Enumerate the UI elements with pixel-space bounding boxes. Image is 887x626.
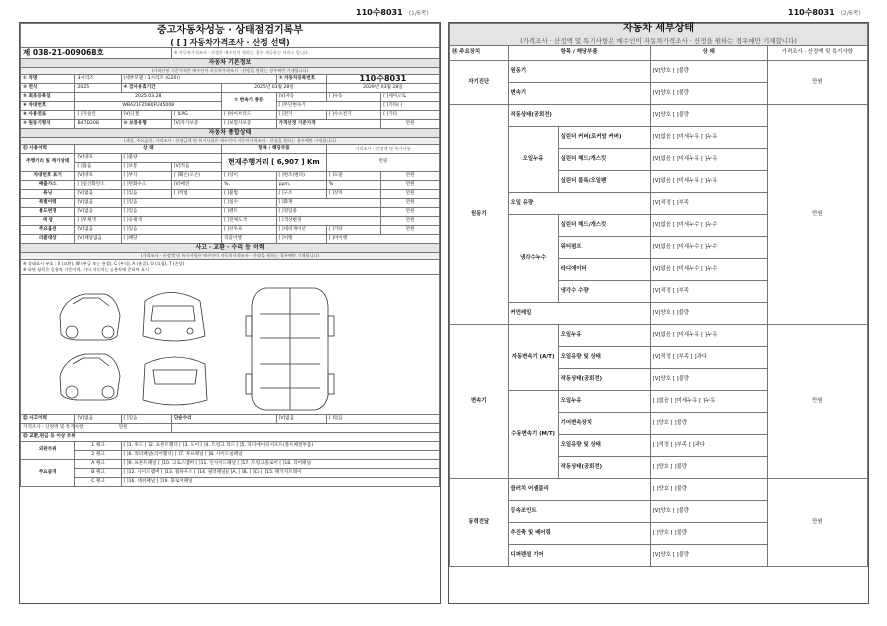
table-row [21,208,440,217]
table-cell: 외판부위 [21,442,75,460]
table-row [21,226,440,235]
table-cell: 2029년 03월 28일 [326,84,439,93]
table-cell: [ ]미이행 [326,235,439,244]
table-cell: [V]없음 [ ]미세누유 [ ]누유 [650,171,767,193]
table-cell: [ ]16. 대쉬패널 [ ]19. 플로어패널 [121,478,439,487]
table-cell: [V]적음 [171,163,221,172]
table-cell: [ ]보통 [121,163,171,172]
table-cell: [ ]일산화탄소 [75,181,121,190]
table-cell: [ ]양호 [ ]불량 [650,479,767,501]
table-cell: [ ]장치 [326,190,380,199]
left-page [19,22,441,604]
table-cell: 만원 [381,181,440,190]
table-cell: C 랭크 [75,478,121,487]
table-cell: ⑪ 사용이력 [21,145,75,154]
car-side-left-icon [60,294,120,340]
status-title: 자동차 종합상태 [21,129,440,138]
table-cell: 오일누유 [558,391,650,413]
table-cell: ① 차명 [21,75,75,84]
table-cell: [ ]하이브리드 [222,111,276,120]
table-cell: [ ]12. 사이드멤버 [ ]13. 휠하우스 [ ]14. 필러패널([ ]A, [ ]B, [ ]C) [ ]15. 패키지트레이 [121,469,439,478]
table-cell: [ ]있음 [121,415,171,424]
table-cell: ④ 검사유효기간 [121,84,222,93]
car-front-icon [143,293,205,342]
table-cell: 튜닝 [21,190,75,199]
table-cell: [ ]많음 [75,163,121,172]
table-cell: [ ]탄화수소 [121,181,171,190]
table-cell: 3시리즈 [75,75,121,84]
table-cell: ⑫ 사고이력 [21,415,75,424]
car-diagram-svg [25,276,435,414]
table-cell: 만원 [381,208,440,217]
table-cell: [ ]수소전기 [326,111,380,120]
table-cell: [ ]기타 [381,111,440,120]
table-cell: [V]매연 [171,181,221,190]
certificate-number: 제 038-21-009068호 [21,48,172,59]
status-note: (색상, 주요옵션, 가격조사 · 산정금액 및 특기사항은 매수인이 자동차가격조사 · 산정을 원하는 경우에만 기재합니다) [21,138,440,145]
table-cell: 실린더 블록/오일팬 [558,171,650,193]
table-cell: [ ]적법 [171,190,221,199]
table-row [21,415,440,424]
table-cell: [ ]가솔린 [75,111,121,120]
table-cell: [ ]이행 [276,235,326,244]
table-row [21,84,440,93]
table-cell: [V]적정 [ ]부족 [ ]과다 [650,347,767,369]
table-cell: [V]양호 [75,154,121,163]
table-cell: [V]양호 [ ]불량 [650,369,767,391]
table-cell: 2025.03.28 [75,93,222,102]
table-cell: 배출가스 [21,181,75,190]
table-cell: 변속기 [450,325,509,479]
table-cell: 상 태 [650,46,767,61]
table-cell: [ ]불법 [222,190,276,199]
table-cell: [ ]없음 [ ]미세누유 [ ]누유 [650,391,767,413]
table-cell: 차대번호 표기 [21,172,75,181]
table-cell: [ ]있음 [121,199,222,208]
detail-title: 자동차 세부상태 (가격조사 · 산정액 및 특기사항은 매수인이 자동차가격조사 · 산정을 원하는 경우에만 기재합니다) [450,24,868,46]
table-cell: 실린더 헤드/개스킷 [558,215,650,237]
table-row [21,154,440,163]
table-cell: 110수8031 [326,75,439,84]
table-cell: (세부모델 : 3시리즈 (G20)) [121,75,276,84]
right-form [449,23,868,567]
table-cell: [ ]보험사보증 [222,120,276,129]
table-cell: B 랭크 [75,469,121,478]
table-cell: 디퍼렌셜 기어 [508,545,650,567]
table-cell: [ ]수동 [326,93,380,102]
table-cell: 만원 [381,190,440,199]
table-cell: [ ]구조 [276,190,326,199]
symbol-legend: ※ 상태표시 부호 : X (교환), W (판금 또는 용접), C (부식), A (흠집), U (요철), T (손상) ※ 하단 항목은 승용차 기준이며, 기타 자동차는 승용차에 준하여 표시 [21,260,440,275]
table-cell: 실린더 커버(로커암 커버) [558,127,650,149]
table-cell: 냉각수누수 [508,215,558,303]
table-cell: ⑩ 보증유형 [121,120,171,129]
table-cell: ③ 연식 [21,84,75,93]
right-page [448,22,869,604]
table-cell: 색 상 [21,217,75,226]
car-diagram [21,275,440,415]
table-row [21,469,440,478]
table-cell: [ ]있음 [121,190,171,199]
accident-note: (가격조사 · 산정액 및 특기사항은 매수인이 자동차가격조사 · 산정을 원하는 경우에만 기재합니다) [21,253,440,260]
table-cell: [ ]전기 [276,111,326,120]
table-cell: [V]양호 [ ]불량 [650,105,767,127]
table-cell: 만원 [381,226,440,235]
table-cell: [V]양호 [75,172,121,181]
table-cell: 등속조인트 [508,501,650,523]
table-cell: 작동상태(공회전) [508,105,650,127]
table-cell: 오일 유량 [508,193,650,215]
table-cell: [ ]LPG [171,111,221,120]
table-cell: 커먼레일 [508,303,650,325]
table-cell: [V]자동 [276,93,326,102]
form-title: 중고자동차성능 · 상태점검기록부 ( [ ] 자동차가격조사 · 산정 선택) [21,24,440,48]
table-cell: [V]없음 [ ]미세누수 [ ]누수 [650,237,767,259]
table-cell: [ ]훼손(오손) [171,172,221,181]
table-cell: 용도변경 [21,208,75,217]
table-cell: [V]양호 [ ]불량 [650,545,767,567]
table-cell: 단순수리 [171,415,276,424]
table-cell [171,424,439,433]
table-row [21,172,440,181]
table-cell: 주요골격 [21,460,75,487]
table-cell: [V]양호 [ ]불량 [650,61,767,83]
table-cell: [ ]기타( ) [381,102,440,111]
table-cell: [ ]상이 [222,172,276,181]
table-cell: 원동기 [450,105,509,325]
table-cell: 추진축 및 베어링 [508,523,650,545]
table-cell: [ ]화재 [276,199,381,208]
table-cell: [V]없음 [75,415,121,424]
table-cell: [V]적정 [ ]부족 [650,281,767,303]
car-top-icon [246,288,334,410]
table-cell: 기어변속장치 [558,413,650,435]
table-cell: 2 랭크 [75,451,121,460]
table-cell: ppm, [276,181,326,190]
car-side-right-icon [60,354,120,400]
table-cell: 수동변속기 (M/T) [508,391,558,479]
table-cell: [V]없음 [ ]미세누유 [ ]누유 [650,127,767,149]
table-cell: 만원 [326,154,439,172]
table-cell: 리콜대상 [21,235,75,244]
table-cell: 동력전달 [450,479,509,567]
table-cell: [ ]네비게이션 [276,226,326,235]
table-cell: [ ]전체도색 [222,217,276,226]
table-cell: [V]양호 [ ]불량 [650,303,767,325]
replacement-section-title: ⑬ 교환,판금 등 이상 부위 [21,433,440,442]
table-cell: ⑨ 원동기형식 [21,120,75,129]
table-cell: 가격조사 · 산정액 및 특기사항 [326,145,439,154]
table-cell: [V]양호 [ ]불량 [650,83,767,105]
table-cell: 오일누유 [558,325,650,347]
table-cell: ⑭ 주요장치 [450,46,509,61]
table-cell: [ ]1. 후드 [ ]2. 프론트휀더 [ ]3. 도어 [ ]4. 트렁크 리드 [ ]5. 라디에이터서포트(볼트체결부품) [121,442,439,451]
right-page-indicator: (2/6쪽) [840,10,861,17]
table-row [21,75,440,84]
table-cell: [V]없음 [ ]미세누수 [ ]누수 [650,259,767,281]
table-cell: ⑤ 최초등록일 [21,93,75,102]
table-cell: 자동변속기 (A/T) [508,325,558,391]
table-cell: [ ]있음 [121,226,222,235]
table-cell: [V]없음 [75,199,121,208]
basic-info-note: (가격산정 기준가격은 매수인이 자동차가격조사 · 산정을 원하는 경우에만 기재합니다) [21,68,440,75]
table-cell: ② 자동차등록번호 [276,75,326,84]
basic-info-title: 자동차 기본정보 [21,59,440,68]
table-cell: 오일유량 및 상태 [558,435,650,457]
table-cell: [ ]양호 [ ]불량 [650,413,767,435]
table-cell: 실린더 헤드/개스킷 [558,149,650,171]
table-cell: [ ]무단변속기 [276,102,381,111]
table-cell: 만원 [381,199,440,208]
table-row [21,120,440,129]
table-cell: B47D20B [75,120,121,129]
table-cell: [ ]색상변경 [276,217,381,226]
car-rear-icon [143,357,207,405]
table-row [21,190,440,199]
table-cell: 항목 / 해당부품 [222,145,327,154]
table-cell: [ ]침수 [222,199,276,208]
table-cell: 자기진단 [450,61,509,105]
table-cell: [ ]부식 [121,172,171,181]
table-cell: [V]없음 [276,415,326,424]
table-cell: [ ]렌트 [222,208,276,217]
table-cell: 주요옵션 [21,226,75,235]
table-cell: 가격산정 기준가격 [276,120,381,129]
left-header-number: 110수8031 (1/6쪽) [356,8,429,17]
right-header-number: 110수8031 (2/6쪽) [788,8,861,17]
table-cell: 1 랭크 [75,442,121,451]
detail-header-row [450,46,868,61]
table-cell: 특별이력 [21,199,75,208]
table-cell: 만원 [767,479,867,567]
table-row [450,105,868,127]
table-cell: 클러치 어셈블리 [508,479,650,501]
table-row [21,111,440,120]
table-cell: [ ]세미오토 [381,93,440,102]
table-row [21,235,440,244]
table-cell: 주행거리 및 계기상태 [21,154,75,172]
table-cell: [V]없음 [ ]미세누유 [ ]누유 [650,149,767,171]
table-cell: 2025 [75,84,121,93]
table-cell: [ ]양호 [ ]불량 [650,523,767,545]
table-cell: 오일유량 및 상태 [558,347,650,369]
table-cell: 만원 [767,61,867,105]
table-row [450,325,868,347]
table-row [21,451,440,460]
table-cell: 상 태 [75,145,222,154]
table-cell: 원동기 [508,61,650,83]
table-cell: 2025년 03월 28일 [222,84,327,93]
table-cell: [ ]기타 [326,226,380,235]
table-cell: ⑦ 변속기 종류 [222,93,276,111]
table-row [21,199,440,208]
table-cell: 만원 [767,325,867,479]
table-cell: [V]디젤 [121,111,171,120]
table-cell: 만원 [381,120,440,129]
accident-title: 사고 · 교환 · 수리 등 이력 [21,244,440,253]
table-cell: [ ]있음 [121,208,222,217]
table-cell: [ ]무채색 [75,217,121,226]
table-cell: WBA21FZ080FU45008 [75,102,222,111]
table-cell: [V]없음 [75,190,121,199]
table-cell: 리콜이행 [222,235,276,244]
table-cell: [ ]6. 쿼터패널(리어휀더) [ ]7. 루프패널 [ ]8. 사이드실패널 [121,451,439,460]
table-row [21,93,440,102]
table-row [21,217,440,226]
status-header-row [21,145,440,154]
table-cell: %, [222,181,276,190]
table-cell: 오일누유 [508,127,558,193]
table-cell: A 랭크 [75,460,121,469]
table-cell: [ ]적정 [ ]부족 [ ]과다 [650,435,767,457]
table-cell: [ ]변조(변타) [276,172,326,181]
certificate-note: ※ 자동차가격조사 · 산정은 매수인이 원하는 경우 제공하는 서비스 입니다. [171,48,439,59]
table-cell: [V]해당없음 [75,235,121,244]
mileage-value: 현재주행거리 [ 6,907 ] Km [222,154,327,172]
table-cell: [ ]영업용 [276,208,381,217]
table-cell: [ ]도말 [326,172,380,181]
table-row [450,479,868,501]
table-cell: [V]없음 [75,208,121,217]
table-cell: ⑧ 사용연료 [21,111,75,120]
table-cell: [ ]있음 [326,415,439,424]
table-cell: 만원 [767,105,867,325]
table-row [21,460,440,469]
table-row [21,478,440,487]
table-cell: [V]없음 [ ]미세누유 [ ]누유 [650,325,767,347]
table-row [21,424,440,433]
table-cell: 가격조사 · 산정액 및 특기사항 [767,46,867,61]
table-cell: [ ]해당 [121,235,222,244]
table-cell: [V]없음 [ ]미세누수 [ ]누수 [650,215,767,237]
left-page-indicator: (1/6쪽) [408,10,429,17]
table-cell: [ ]9. 프론트패널 [ ]10. 크로스멤버 [ ]11. 인사이드패널 [ ]17. 트렁크플로어 [ ]18. 리어패널 [121,460,439,469]
table-cell: 항목 / 해당부품 [508,46,650,61]
table-cell: [ ]선루프 [222,226,276,235]
table-cell: [V]자가보증 [171,120,221,129]
table-row [21,442,440,451]
table-row [21,181,440,190]
table-row [450,61,868,83]
table-cell: [ ]유채색 [121,217,222,226]
table-cell: 만원 [381,172,440,181]
table-cell: [V]없음 [75,226,121,235]
table-cell: 변속기 [508,83,650,105]
table-cell: [V]적정 [ ]부족 [650,193,767,215]
table-cell: ⑥ 차대번호 [21,102,75,111]
table-cell: 냉각수 수량 [558,281,650,303]
table-cell: 가격조사 · 산정액 및 특기사항 [21,424,75,433]
table-cell: [ ]불량 [121,154,222,163]
table-cell: 워터펌프 [558,237,650,259]
table-cell: 작동상태(공회전) [558,369,650,391]
table-cell: [ ]양호 [ ]불량 [650,457,767,479]
table-cell: 만원 [75,424,171,433]
left-form [20,23,440,487]
table-cell: 만원 [381,217,440,226]
table-cell: [V]양호 [ ]불량 [650,501,767,523]
table-cell: 라디에이터 [558,259,650,281]
table-cell: 작동상태(공회전) [558,457,650,479]
table-cell: % [326,181,380,190]
